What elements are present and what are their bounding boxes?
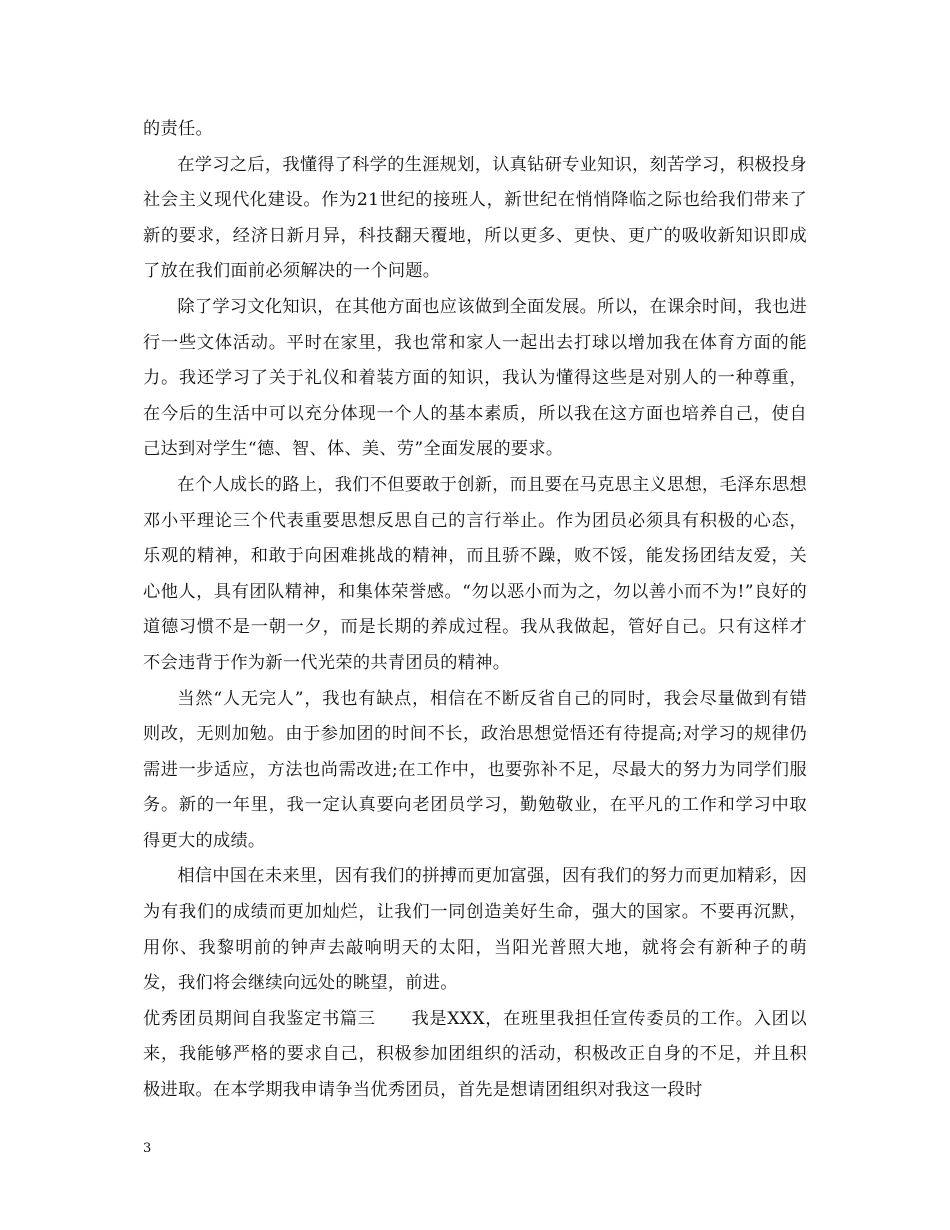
page-number: 3 — [143, 1141, 152, 1156]
paragraph: 在学习之后，我懂得了科学的生涯规划，认真钻研专业知识，刻苦学习，积极投身社会主义现代化建设。作为21世纪的接班人，新世纪在悄悄降临之际也给我们带来了新的要求，经济日新月异，科技翻天覆地，所以更多、更快、更广的吸收新知识即成了放在我们面前必须解决的一个问题。 — [143, 154, 807, 282]
document-body — [143, 112, 807, 1109]
paragraph-section-start: 优秀团员期间自我鉴定书篇三 我是XXX，在班里我担任宣传委员的工作。入团以来，我能够严格的要求自己，积极参加团组织的活动，积极改正自身的不足，并且积极进取。在本学期我申请争当优秀团员，首先是想请团组织对我这一段时 — [143, 1008, 807, 1101]
paragraph: 除了学习文化知识，在其他方面也应该做到全面发展。所以，在课余时间，我也进行一些文体活动。平时在家里，我也常和家人一起出去打球以增加我在体育方面的能力。我还学习了关于礼仪和着装方面的知识，我认为懂得这些是对别人的一种尊重，在今后的生活中可以充分体现一个人的基本素质，所以我在这方面也培养自己，使自己达到对学生“德、智、体、美、劳”全面发展的要求。 — [143, 296, 807, 460]
paragraph: 的责任。 — [143, 119, 213, 139]
paragraph: 相信中国在未来里，因有我们的拼搏而更加富强，因有我们的努力而更加精彩，因为有我们的成绩而更加灿烂，让我们一同创造美好生命，强大的国家。不要再沉默，用你、我黎明前的钟声去敲响明天的太阳，当阳光普照大地，就将会有新种子的萌发，我们将会继续向远处的眺望，前进。 — [143, 866, 807, 994]
paragraph: 在个人成长的路上，我们不但要敢于创新，而且要在马克思主义思想，毛泽东思想邓小平理论三个代表重要思想反思自己的言行举止。作为团员必须具有积极的心态，乐观的精神，和敢于向困难挑战的精神，而且骄不躁，败不馁，能发扬团结友爱，关心他人，具有团队精神，和集体荣誉感。“勿以恶小而为之，勿以善小而不为!”良好的道德习惯不是一朝一夕，而是长期的养成过程。我从我做起，管好自己。只有这样才不会违背于作为新一代光荣的共青团员的精神。 — [143, 474, 807, 673]
paragraph: 当然“人无完人”，我也有缺点，相信在不断反省自己的同时，我会尽量做到有错则改，无则加勉。由于参加团的时间不长，政治思想觉悟还有待提高;对学习的规律仍需进一步适应，方法也尚需改进;在工作中，也要弥补不足，尽最大的努力为同学们服务。新的一年里，我一定认真要向老团员学习，勤勉敬业，在平凡的工作和学习中取得更大的成绩。 — [143, 688, 807, 851]
